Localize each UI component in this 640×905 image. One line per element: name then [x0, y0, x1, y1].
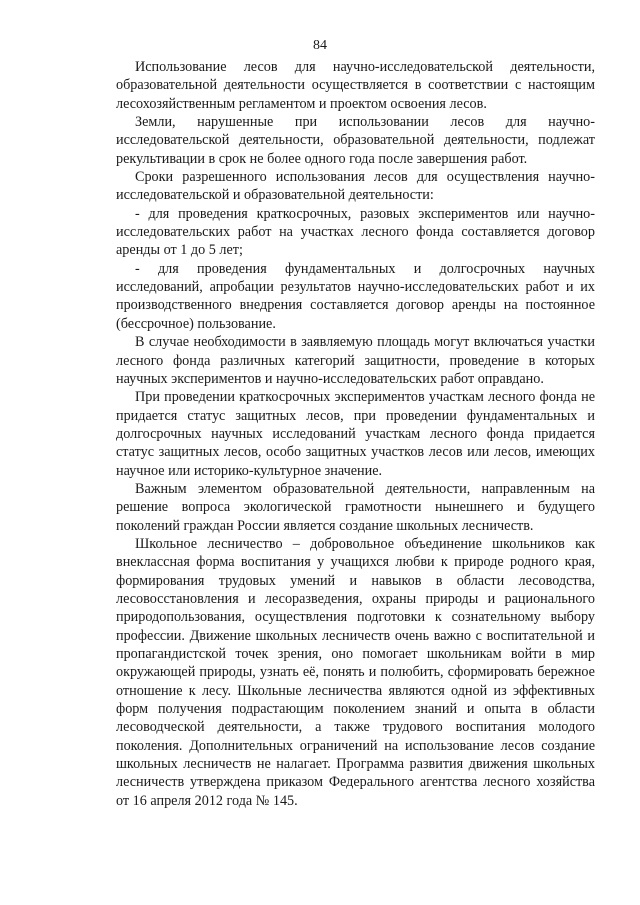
page-number: 84 [313, 38, 327, 53]
paragraph-school-forestry: Школьное лесничество – добровольное объединение школьников как внеклассная форма воспитания у учащихся любви к природе родного края, формирования трудовых умений и навыков в области лесоводства, лесовосстановления и лесоразведения, охраны природы и рационального природопользования, осуществления подготовки к сознательному выбору профессии. Движение школьных лесничеств очень важно с воспитательной и пропагандистской точек зрения, оно помогает школьникам войти в мир окружающей природы, узнать её, понять и полюбить, сформировать бережное отношение к лесу. Школьные лесничества являются одной из эффективных форм получения подрастающим поколением знаний и опыта в области лесоводческой деятельности, а также трудового воспитания молодого поколения. Дополнительных ограничений на использование лесов создание школьных лесничеств не налагает. Программа развития движения школьных лесничеств утверждена приказом Федерального агентства лесного хозяйства от 16 апреля 2012 года № 145. [116, 535, 595, 809]
paragraph-protection-categories: В случае необходимости в заявляемую площадь могут включаться участки лесного фонда различных категорий защитности, проведение в которых научных экспериментов и научно-исследовательских работ оправдано. [116, 334, 595, 387]
paragraph-land-recultivation: Земли, нарушенные при использовании лесов для научно-исследовательской деятельности, образовательной деятельности, подлежат рекультивации в срок не более одного года после завершения работ. [116, 114, 595, 167]
paragraph-permitted-terms: Сроки разрешенного использования лесов для осуществления научно-исследовательской и образовательной деятельности: [116, 169, 595, 204]
paragraph-protective-status: При проведении краткосрочных экспериментов участкам лесного фонда не придается статус защитных лесов, при проведении фундаментальных и долгосрочных научных исследований участкам лесного фонда придается статус защитных лесов, особо защитных участков лесов или лесов, имеющих научное или историко-культурное значение. [116, 389, 595, 479]
list-item-fundamental-research: - для проведения фундаментальных и долгосрочных научных исследований, апробации результатов научно-исследовательских работ и их производственного внедрения составляется договор аренды на постоянное (бессрочное) пользование. [116, 260, 595, 332]
paragraph-educational-element: Важным элементом образовательной деятельности, направленным на решение вопроса экологической грамотности нынешнего и будущего поколений граждан России является создание школьных лесничеств. [116, 480, 595, 534]
list-item-short-term-experiments: - для проведения краткосрочных, разовых экспериментов или научно-исследовательских работ на участках лесного фонда составляется договор аренды от 1 до 5 лет; [116, 205, 595, 259]
document-body [116, 58, 595, 810]
paragraph-research-use: Использование лесов для научно-исследовательской деятельности, образовательной деятельности осуществляется в соответствии с настоящим лесохозяйственным регламентом и проектом освоения лесов. [116, 59, 595, 112]
